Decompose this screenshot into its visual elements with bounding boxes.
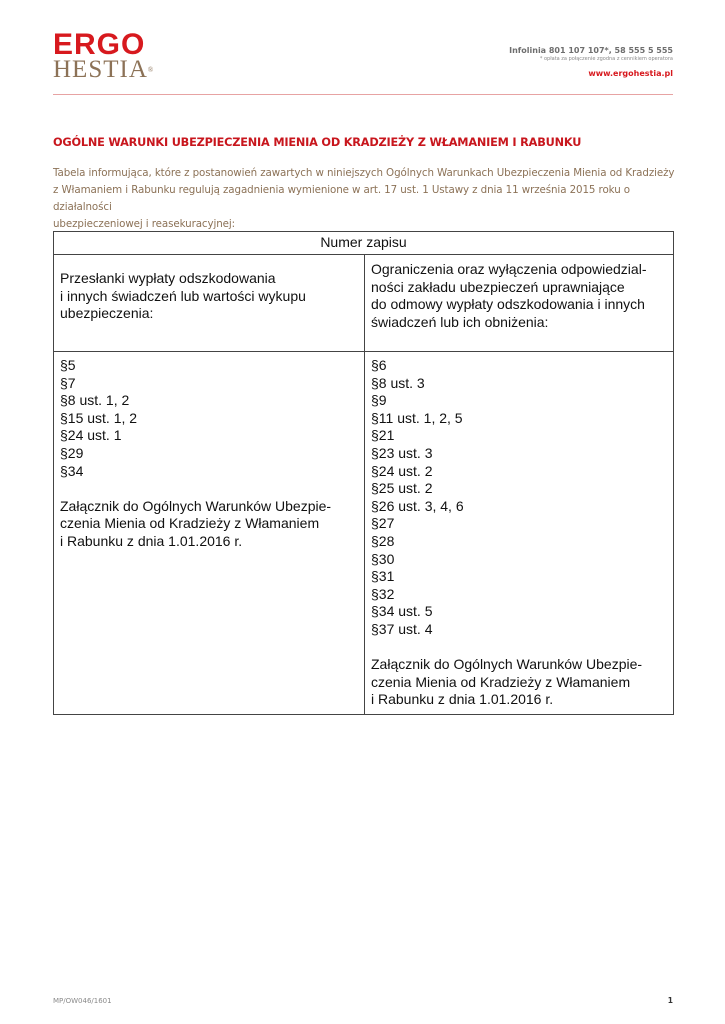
list-item: §24 ust. 1 <box>60 427 122 444</box>
reference-table <box>53 231 674 715</box>
table-header: Numer zapisu <box>54 232 674 255</box>
list-item: §29 <box>60 444 84 461</box>
contact-info <box>509 46 673 78</box>
list-item: §8 ust. 3 <box>371 374 425 391</box>
logo-hestia-text: HESTIA® <box>53 56 155 83</box>
annex-line: czenia Mienia od Kradzieży z Włamaniem <box>371 673 631 690</box>
header-divider <box>53 94 673 95</box>
list-item: §31 <box>371 568 395 585</box>
list-item: §27 <box>371 515 395 532</box>
right-items-cell <box>365 352 674 715</box>
right-column-heading: Ograniczenia oraz wyłączenia odpowiedzial- ności zakładu ubezpieczeń uprawniające do odmowy wypłaty odszkodowania i innych świadczeń lub ich obniżenia: <box>365 255 674 352</box>
document-title: OGÓLNE WARUNKI UBEZPIECZENIA MIENIA OD KRADZIEŻY Z WŁAMANIEM I RABUNKU <box>53 136 582 149</box>
list-item: §24 ust. 2 <box>371 462 433 479</box>
list-item: §30 <box>371 550 395 567</box>
hotline-note: * opłata za połączenie zgodna z cennikiem operatora <box>539 56 673 62</box>
list-item: §21 <box>371 427 395 444</box>
intro-paragraph <box>53 165 678 233</box>
left-items-cell <box>54 352 365 715</box>
list-item: §34 ust. 5 <box>371 603 433 620</box>
logo-ergo-text: ERGO <box>53 28 146 61</box>
left-column-heading: Przesłanki wypłaty odszkodowania i innych świadczeń lub wartości wykupu ubezpieczenia: <box>54 255 365 352</box>
intro-line: ubezpieczeniowej i reasekuracyjnej: <box>53 218 236 230</box>
hotline-text: Infolinia 801 107 107*, 58 555 5 555 <box>509 46 673 55</box>
list-item: §5 <box>60 357 76 373</box>
annex-line: czenia Mienia od Kradzieży z Włamaniem <box>60 515 320 532</box>
list-item: §15 ust. 1, 2 <box>60 409 138 426</box>
intro-line: Tabela informująca, które z postanowień zawartych w niniejszych Ogólnych Warunkach Ubezpieczenia Mienia od Kradzieży <box>53 167 675 179</box>
list-item: §32 <box>371 585 395 602</box>
list-item: §6 <box>371 357 387 373</box>
list-item: §37 ust. 4 <box>371 620 433 637</box>
list-item: §8 ust. 1, 2 <box>60 392 130 409</box>
ergo-hestia-logo <box>53 28 155 83</box>
page-number: 1 <box>667 996 673 1005</box>
website-link[interactable]: www.ergohestia.pl <box>588 69 673 78</box>
list-item: §7 <box>60 374 76 391</box>
annex-line: i Rabunku z dnia 1.01.2016 r. <box>60 532 243 549</box>
annex-line: Załącznik do Ogólnych Warunków Ubezpie- <box>60 497 332 514</box>
list-item: §23 ust. 3 <box>371 444 433 461</box>
list-item: §25 ust. 2 <box>371 480 433 497</box>
list-item: §9 <box>371 392 387 409</box>
document-code: MP/OW046/1601 <box>53 997 112 1005</box>
list-item: §28 <box>371 532 395 549</box>
intro-line: z Włamaniem i Rabunku regulują zagadnienia wymienione w art. 17 ust. 1 Ustawy z dnia 11 września 2015 roku o działalności <box>53 184 631 213</box>
annex-line: Załącznik do Ogólnych Warunków Ubezpie- <box>371 656 643 673</box>
list-item: §26 ust. 3, 4, 6 <box>371 497 464 514</box>
annex-line: i Rabunku z dnia 1.01.2016 r. <box>371 691 554 708</box>
list-item: §11 ust. 1, 2, 5 <box>371 409 463 426</box>
list-item: §34 <box>60 462 84 479</box>
